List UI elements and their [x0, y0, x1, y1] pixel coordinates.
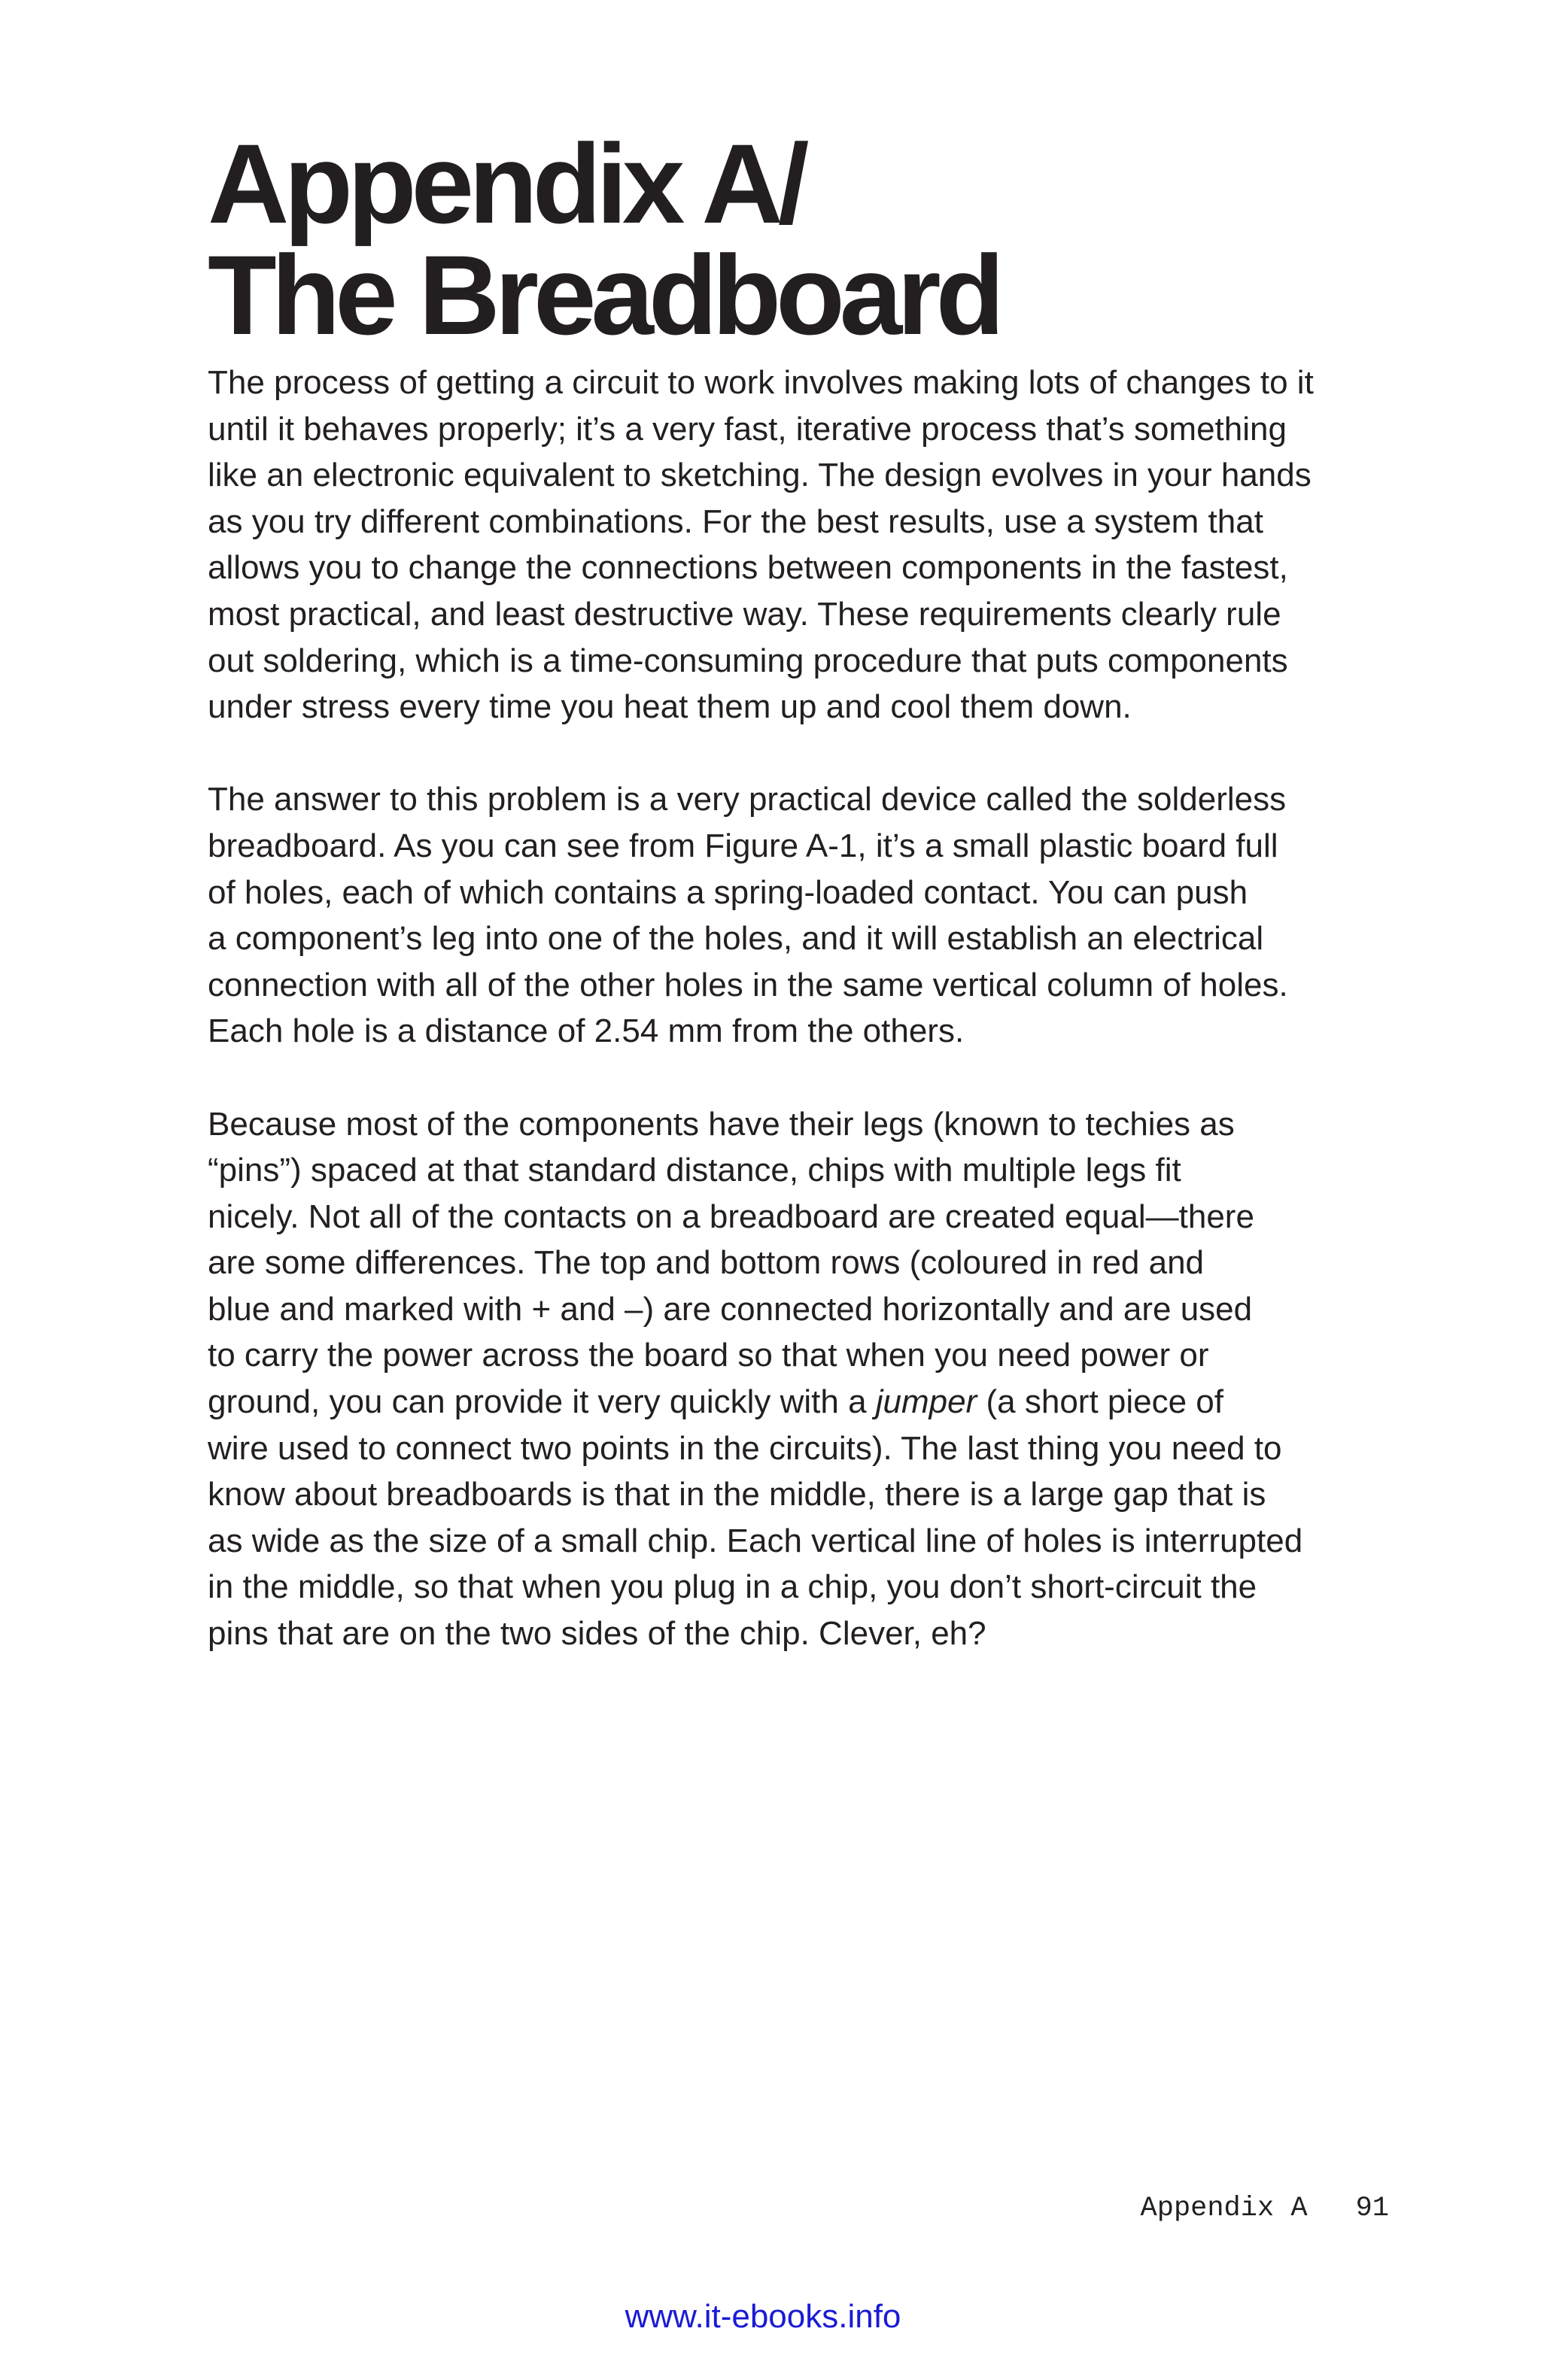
text-line: a component’s leg into one of the holes, and it will establish an electrical: [208, 920, 1264, 958]
text-line: most practical, and least destructive way. These requirements clearly rule: [208, 595, 1281, 633]
text-line: as you try different combinations. For the best results, use a system that: [208, 502, 1263, 540]
watermark-link[interactable]: www.it-ebooks.info: [625, 2298, 901, 2335]
text-fragment: ground, you can provide it very quickly with a: [208, 1383, 876, 1421]
paragraph-3: [208, 1101, 1412, 1657]
page-number: 91: [1355, 2193, 1389, 2224]
chapter-title: [208, 120, 1412, 358]
text-line: to carry the power across the board so that when you need power or: [208, 1337, 1209, 1374]
text-line: blue and marked with + and –) are connected horizontally and are used: [208, 1290, 1253, 1328]
text-line: know about breadboards is that in the middle, there is a large gap that is: [208, 1476, 1266, 1513]
paragraph-2: [208, 776, 1412, 1055]
text-line: out soldering, which is a time-consuming procedure that puts components: [208, 642, 1288, 679]
text-line: allows you to change the connections between components in the fastest,: [208, 549, 1288, 587]
text-fragment: (a short piece of: [977, 1383, 1224, 1421]
page-footer: [1141, 2190, 1389, 2227]
text-line: as wide as the size of a small chip. Each vertical line of holes is interrupted: [208, 1522, 1303, 1559]
text-line: breadboard. As you can see from Figure A-1, it’s a small plastic board full: [208, 827, 1278, 864]
text-line: wire used to connect two points in the circuits). The last thing you need to: [208, 1429, 1282, 1467]
text-line: of holes, each of which contains a spring-loaded contact. You can push: [208, 873, 1248, 911]
text-line: nicely. Not all of the contacts on a breadboard are created equal—there: [208, 1198, 1254, 1235]
text-line: in the middle, so that when you plug in a chip, you don’t short-circuit the: [208, 1568, 1257, 1606]
text-line: until it behaves properly; it’s a very fast, iterative process that’s something: [208, 410, 1287, 448]
text-line: Each hole is a distance of 2.54 mm from the others.: [208, 1012, 965, 1050]
text-line: Because most of the components have their legs (known to techies as: [208, 1105, 1235, 1143]
text-line: like an electronic equivalent to sketching. The design evolves in your hands: [208, 457, 1312, 494]
italic-term-jumper: jumper: [875, 1383, 977, 1421]
chapter-title-line-1: Appendix A/: [208, 120, 804, 247]
text-line: The process of getting a circuit to work involves making lots of changes to it: [208, 364, 1314, 401]
body-text: [208, 360, 1412, 1703]
text-line: are some differences. The top and bottom rows (coloured in red and: [208, 1244, 1205, 1282]
paragraph-1: [208, 360, 1412, 730]
text-line: connection with all of the other holes in the same vertical column of holes.: [208, 966, 1288, 1003]
text-line: The answer to this problem is a very practical device called the solderless: [208, 781, 1287, 818]
text-line: pins that are on the two sides of the chip. Clever, eh?: [208, 1615, 986, 1653]
running-footer-section: Appendix A: [1140, 2193, 1308, 2224]
text-line-with-italic-term: [208, 1379, 1412, 1425]
text-line: under stress every time you heat them up and cool them down.: [208, 688, 1132, 726]
chapter-title-line-2: The Breadboard: [208, 232, 1000, 358]
text-line: “pins”) spaced at that standard distance, chips with multiple legs fit: [208, 1152, 1181, 1189]
